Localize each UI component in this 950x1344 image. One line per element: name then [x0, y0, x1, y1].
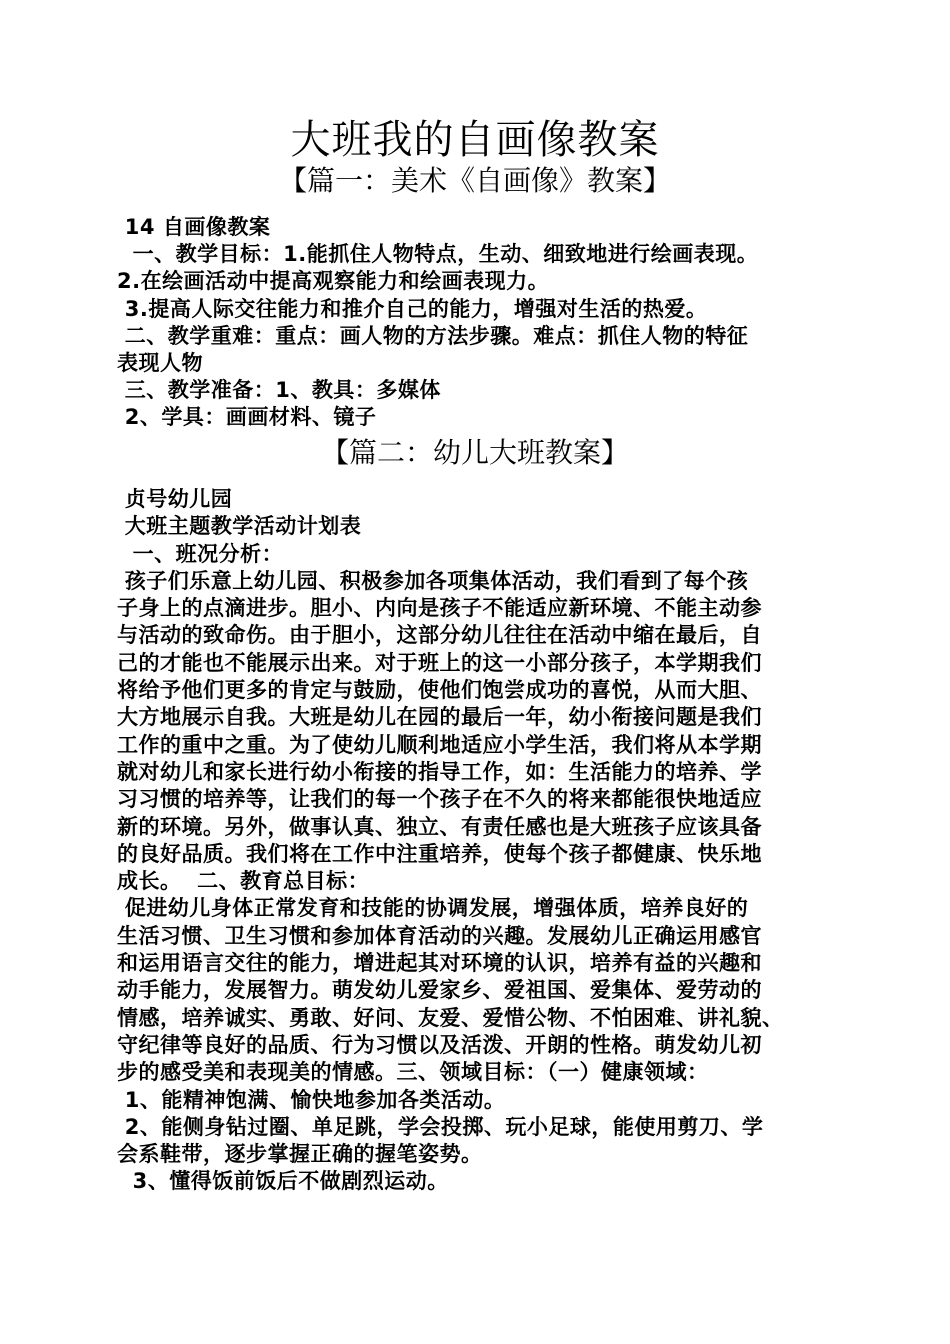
text-line: 2.在绘画活动中提高观察能力和绘画表现力。: [117, 269, 550, 294]
text-line: 己的才能也不能展示出来。对于班上的这一小部分孩子，本学期我们: [117, 650, 762, 675]
text-line: 大方地展示自我。大班是幼儿在园的最后一年，幼小衔接问题是我们: [117, 705, 762, 730]
text-line: 步的感受美和表现美的情感。三、领域目标：（一）健康领域：: [117, 1060, 709, 1085]
text-line: 二、教学重难：重点：画人物的方法步骤。难点：抓住人物的特征: [117, 323, 749, 348]
text-line: 子身上的点滴进步。胆小、内向是孩子不能适应新环境、不能主动参: [117, 596, 762, 621]
text-line: 和运用语言交往的能力，增进起其对环境的认识，培养有益的兴趣和: [117, 951, 762, 976]
text-line: 3.提高人际交往能力和推介自己的能力，增强对生活的热爱。: [117, 296, 708, 321]
text-line: 习习惯的培养等，让我们的每一个孩子在不久的将来都能很快地适应: [117, 787, 762, 812]
section-1-heading: 【篇一：美术《自画像》教案】: [278, 164, 671, 197]
text-line: 贞号幼儿园: [117, 487, 233, 511]
text-line: 一、班况分析：: [117, 541, 284, 566]
text-line: 一、教学目标：1.能抓住人物特点，生动、细致地进行绘画表现。: [117, 242, 759, 267]
document-title: 大班我的自画像教案: [290, 117, 660, 163]
text-line: 表现人物: [117, 351, 203, 376]
text-line: 新的环境。另外，做事认真、独立、有责任感也是大班孩子应该具备: [117, 814, 762, 839]
text-line: 促进幼儿身体正常发育和技能的协调发展，增强体质，培养良好的: [117, 896, 749, 921]
text-line: 将给予他们更多的肯定与鼓励，使他们饱尝成功的喜悦，从而大胆、: [117, 678, 762, 703]
text-line: 2、学具：画画材料、镜子: [117, 405, 377, 430]
text-line: 大班主题教学活动计划表: [117, 514, 362, 539]
text-line: 孩子们乐意上幼儿园、积极参加各项集体活动，我们看到了每个孩: [117, 568, 749, 593]
section-2-heading: 【篇二：幼儿大班教案】: [320, 436, 629, 469]
text-line: 1、能精神饱满、愉快地参加各类活动。: [117, 1087, 506, 1112]
text-line: 成长。 二、教育总目标：: [117, 869, 370, 894]
text-line: 三、教学准备：1、教具：多媒体: [117, 378, 441, 403]
text-line: 就对幼儿和家长进行幼小衔接的指导工作，如：生活能力的培养、学: [117, 759, 762, 784]
text-line: 守纪律等良好的品质、行为习惯以及活泼、开朗的性格。萌发幼儿初: [117, 1032, 762, 1057]
text-line: 工作的重中之重。为了使幼儿顺利地适应小学生活，我们将从本学期: [117, 732, 762, 757]
text-line: 2、能侧身钻过圈、单足跳，学会投掷、玩小足球，能使用剪刀、学: [117, 1114, 764, 1139]
section-1-body: [117, 214, 837, 432]
text-line: 14 自画像教案: [117, 215, 271, 239]
text-line: 情感，培养诚实、勇敢、好问、友爱、爱惜公物、不怕困难、讲礼貌、: [117, 1005, 784, 1030]
text-line: 的良好品质。我们将在工作中注重培养，使每个孩子都健康、快乐地: [117, 841, 762, 866]
text-line: 3、懂得饭前饭后不做剧烈运动。: [117, 1169, 449, 1194]
text-line: 生活习惯、卫生习惯和参加体育活动的兴趣。发展幼儿正确运用感官: [117, 923, 762, 948]
text-line: 会系鞋带，逐步掌握正确的握笔姿势。: [117, 1142, 483, 1167]
text-line: 与活动的致命伤。由于胆小，这部分幼儿往往在活动中缩在最后，自: [117, 623, 762, 648]
text-line: 动手能力，发展智力。萌发幼儿爱家乡、爱祖国、爱集体、爱劳动的: [117, 978, 762, 1003]
section-2-body: [117, 486, 837, 1196]
